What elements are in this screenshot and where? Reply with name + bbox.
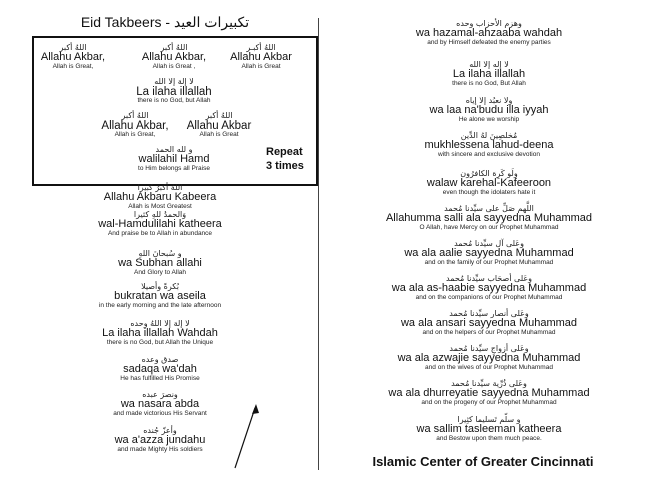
column-divider bbox=[318, 18, 319, 470]
transliteration: wa Subhan allahi bbox=[118, 257, 202, 270]
arabic-text: وعَلى آل سيِّدنا مُحمد bbox=[454, 239, 524, 248]
takbeer-block bbox=[60, 283, 260, 310]
arabic-text: لا إلهَ إلا اللهُ وحده bbox=[130, 319, 190, 328]
translation: there is no God, but Allah bbox=[137, 97, 211, 105]
arabic-text: مُخلصِينَ لهُ الدِّين bbox=[460, 131, 518, 140]
transliteration: Allahu Akbar, bbox=[40, 51, 106, 64]
translation: and on the family of our Prophet Muhammad bbox=[424, 258, 554, 266]
takbeer-block bbox=[344, 61, 634, 88]
page-title: Eid Takbeers - تكبيرات العيد bbox=[80, 14, 250, 30]
arrow-icon bbox=[232, 402, 262, 472]
transliteration: wa ala aalie sayyedna Muhammad bbox=[404, 247, 574, 260]
takbeer-block bbox=[344, 170, 634, 197]
arabic-text: وعَلى ذُرِّية سيِّدنا مُحمد bbox=[451, 379, 527, 388]
translation: Allah is Great bbox=[199, 131, 239, 139]
transliteration: Allahu Akbaru Kabeera bbox=[103, 191, 217, 204]
translation: Allah is Most Greatest bbox=[128, 202, 192, 210]
takbeer-block bbox=[344, 240, 634, 267]
translation: Allah is Great, bbox=[52, 62, 94, 70]
transliteration: wa nasara abda bbox=[120, 398, 200, 411]
transliteration: wa hazamal-ahzaaba wahdah bbox=[415, 27, 563, 40]
takbeer-block bbox=[60, 184, 260, 211]
arabic-text: و سُبحانَ اللهِ bbox=[138, 249, 182, 258]
translation: Allah is Great bbox=[241, 62, 281, 70]
translation: there is no God, but Allah the Unique bbox=[106, 338, 214, 346]
arabic-text: اللهُ أكبر bbox=[160, 43, 188, 52]
transliteration: La ilaha illallah Wahdah bbox=[102, 327, 218, 340]
transliteration: mukhlessena lahud-deena bbox=[424, 139, 554, 152]
transliteration: wal-Hamdulilahi katheera bbox=[98, 218, 222, 231]
arabic-text: اللهُ أكبر bbox=[59, 43, 87, 52]
takbeer-block bbox=[104, 146, 244, 173]
takbeer-block bbox=[344, 310, 634, 337]
translation: in the early morning and the late afternoon bbox=[98, 301, 222, 309]
arabic-text: اللهُ أكبر bbox=[205, 111, 233, 120]
translation: and on the companions of our Prophet Muhammad bbox=[415, 293, 563, 301]
repeat-count: 3 times bbox=[266, 159, 304, 172]
transliteration: wa ala as-haabie sayyedna Muhammad bbox=[391, 282, 587, 295]
transliteration: wa ala azwajie sayyedna Muhammad bbox=[397, 352, 581, 365]
transliteration: sadaqa wa'dah bbox=[123, 363, 197, 376]
arabic-text: اللَّهم صَلِّ على سيِّدنا مُحمد bbox=[444, 204, 534, 213]
takbeer-block bbox=[60, 211, 260, 238]
takbeer-block bbox=[344, 345, 634, 372]
arabic-text: بُكرةً وأصيلا bbox=[141, 282, 179, 291]
translation: Allah is Great, bbox=[114, 131, 156, 139]
organization-name: Islamic Center of Greater Cincinnati bbox=[372, 454, 594, 469]
transliteration: Allahu Akbar bbox=[230, 51, 292, 64]
translation: and made Mighty His soldiers bbox=[117, 445, 203, 453]
arabic-text: و سلّم تَسليما كثِيرا bbox=[457, 415, 521, 424]
transliteration: Allahu Akbar bbox=[186, 120, 252, 133]
translation: there is no God, But Allah bbox=[452, 79, 526, 87]
translation: to Him belongs all Praise bbox=[138, 164, 210, 172]
arabic-text: اللهُ أكبرُ كبيرا bbox=[137, 183, 183, 192]
arabic-text: اللهُ أكبـر bbox=[246, 43, 276, 52]
takbeer-block bbox=[344, 97, 634, 124]
translation: He has fulfilled His Promise bbox=[120, 374, 200, 382]
transliteration: bukratan wa aseila bbox=[114, 290, 206, 303]
translation: and on the progeny of our Prophet Muhammad bbox=[421, 398, 557, 406]
takbeer-block bbox=[60, 320, 260, 347]
transliteration: wa sallim tasleeman katheera bbox=[416, 423, 562, 436]
transliteration: wa ala ansari sayyedna Muhammad bbox=[400, 317, 578, 330]
takbeer-block bbox=[34, 44, 112, 71]
arabic-text: وهزم الأحزاب وحده bbox=[456, 19, 522, 28]
translation: with sincere and exclusive devotion bbox=[438, 150, 540, 158]
takbeer-block bbox=[60, 250, 260, 277]
transliteration: La ilaha illallah bbox=[452, 68, 526, 81]
transliteration: Allahu Akbar, bbox=[141, 51, 207, 64]
takbeer-block bbox=[92, 112, 178, 139]
transliteration: wa ala dhurreyatie sayyedna Muhammad bbox=[388, 387, 590, 400]
arabic-text: ونصرَ عبده bbox=[142, 390, 178, 399]
arabic-text: لا إلهَ إلا الله bbox=[154, 77, 194, 86]
transliteration: wa laa na'budu illa iyyah bbox=[429, 104, 549, 117]
transliteration: wa a'azza jundahu bbox=[114, 434, 206, 447]
translation: and made victorious His Servant bbox=[113, 409, 207, 417]
translation: And praise be to Allah in abundance bbox=[107, 229, 213, 237]
translation: O Allah, have Mercy on our Prophet Muhammad bbox=[419, 223, 559, 231]
takbeer-block bbox=[344, 275, 634, 302]
transliteration: Allahumma salli ala sayyedna Muhammad bbox=[385, 212, 593, 225]
takbeer-block bbox=[178, 112, 260, 139]
translation: and Bestow upon them much peace. bbox=[436, 434, 542, 442]
arabic-text: وعَلى أصحَاب سيِّدنا مُحمد bbox=[446, 274, 532, 283]
takbeer-block bbox=[344, 132, 634, 159]
translation: Allah is Great , bbox=[152, 62, 196, 70]
transliteration: walaw karehal-Kafeeroon bbox=[426, 177, 552, 190]
takbeer-block bbox=[60, 356, 260, 383]
arabic-text: وعَلى أنصار سيِّدنا مُحمد bbox=[449, 309, 529, 318]
takbeer-block bbox=[60, 427, 260, 454]
translation: even though the idolaters hate it bbox=[442, 188, 536, 196]
translation: He alone we worship bbox=[458, 115, 520, 123]
translation: and on the wives of our Prophet Muhammad bbox=[425, 363, 553, 371]
takbeer-block bbox=[224, 44, 298, 71]
takbeer-block bbox=[344, 380, 634, 407]
arabic-text: وَالحمدُ للهِ كثيرا bbox=[133, 210, 187, 219]
transliteration: Allahu Akbar, bbox=[101, 120, 169, 133]
translation: and by Himself defeated the enemy parties bbox=[427, 38, 551, 46]
arabic-text: ولَو كَرِهَ الكافرُون bbox=[460, 169, 518, 178]
takbeer-block bbox=[344, 416, 634, 443]
takbeer-block bbox=[344, 205, 634, 232]
translation: and on the helpers of our Prophet Muhammad bbox=[422, 328, 556, 336]
arabic-text: اللهُ أكبر bbox=[121, 111, 149, 120]
takbeer-block bbox=[344, 20, 634, 47]
takbeer-block bbox=[60, 391, 260, 418]
takbeer-block bbox=[134, 44, 214, 71]
repeat-label: Repeat bbox=[266, 146, 303, 158]
translation: And Glory to Allah bbox=[133, 268, 187, 276]
arabic-text: ولا نعبُد إلا إياه bbox=[465, 96, 513, 105]
transliteration: La ilaha illallah bbox=[136, 86, 212, 99]
arabic-text: وعَلى أزواجِ سيِّدنا مُحمد bbox=[449, 344, 529, 353]
arabic-text: وأعزّ جُنده bbox=[143, 426, 177, 435]
repeat-note bbox=[266, 146, 304, 174]
arabic-text: لا إله إلا الله bbox=[469, 60, 509, 69]
arabic-text: صدق وعده bbox=[141, 355, 179, 364]
transliteration: walilahil Hamd bbox=[138, 153, 210, 166]
takbeer-block bbox=[104, 78, 244, 105]
arabic-text: و لله الحمد bbox=[155, 145, 193, 154]
